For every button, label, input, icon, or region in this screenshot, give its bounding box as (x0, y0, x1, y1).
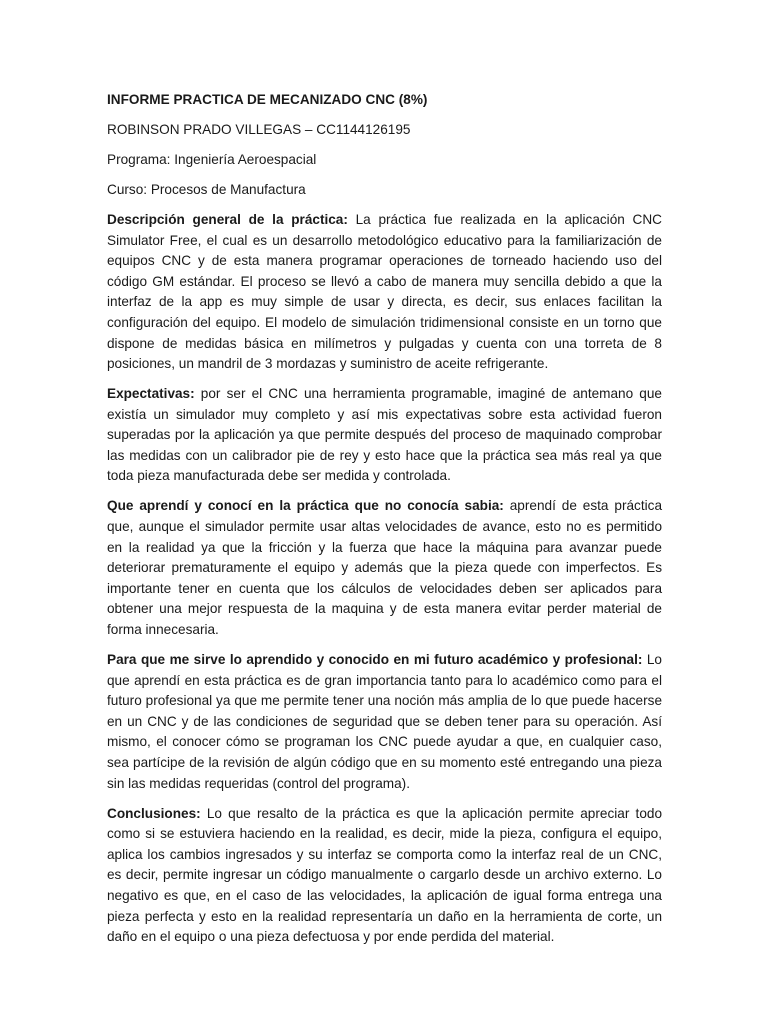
section-conclusions-heading: Conclusiones: (107, 805, 201, 821)
section-conclusions (107, 804, 662, 948)
section-expectations-heading: Expectativas: (107, 386, 195, 402)
document-title: INFORME PRACTICA DE MECANIZADO CNC (8%) (107, 92, 428, 107)
course-line: Curso: Procesos de Manufactura (107, 181, 306, 197)
section-description-heading: Descripción general de la práctica: (107, 211, 348, 227)
section-conclusions-body: Lo que resalto de la práctica es que la aplicación permite apreciar todo como si se estuviera haciendo en la realidad, es decir, mide la pieza, configura el equipo, aplica los cambios ingresados y su interfaz se comporta como la interfaz real de un CNC, es decir, permite ingresar un código manualmente o cargarlo desde un archivo externo. Lo negativo es que, en el caso de las velocidades, la aplicación de igual forma entrega una pieza perfecta y esto en la realidad representaría un daño en la herramienta de corte, un daño en el equipo o una pieza defectuosa y por ende perdida del material. (107, 805, 662, 945)
section-future-use-body: Lo que aprendí en esta práctica es de gran importancia tanto para lo académico como para el futuro profesional ya que me permite tener una noción más amplia de lo que puede hacerse en un CNC y de las condiciones de seguridad que se deben tener para su operación. Así mismo, el conocer cómo se programan los CNC puede ayudar a que, en cualquier caso, sea partícipe de la revisión de algún código que en su momento esté entregando una pieza sin las medidas requeridas (control del programa). (107, 651, 662, 791)
section-description (107, 210, 662, 375)
section-description-body: La práctica fue realizada en la aplicación CNC Simulator Free, el cual es un desarrollo metodológico educativo para la familiarización de equipos CNC y de esta manera programar operaciones de torneado haciendo uso del código GM estándar. El proceso se llevó a cabo de manera muy sencilla debido a que la interfaz de la app es muy simple de usar y directa, es decir, sus enlaces facilitan la configuración del equipo. El modelo de simulación tridimensional consiste en un torno que dispone de medidas básica en milímetros y pulgadas y cuenta con una torreta de 8 posiciones, un mandril de 3 mordazas y suministro de aceite refrigerante. (107, 211, 662, 372)
section-learned-body: aprendí de esta práctica que, aunque el simulador permite usar altas velocidades de avance, esto no es permitido en la realidad ya que la fricción y la fuerza que hace la máquina para avanzar puede deteriorar prematuramente el equipo y además que la pieza quede con imperfectos. Es importante tener en cuenta que los cálculos de velocidades deben ser aplicados para obtener una mejor respuesta de la maquina y de esta manera evitar perder material de forma innecesaria. (107, 498, 663, 637)
section-future-use (107, 650, 662, 794)
section-future-use-heading: Para que me sirve lo aprendido y conocido en mi futuro académico y profesional: (107, 651, 643, 667)
section-learned (107, 496, 662, 640)
document-page (107, 90, 662, 957)
section-expectations (107, 384, 662, 487)
author-line: ROBINSON PRADO VILLEGAS – CC1144126195 (107, 121, 411, 137)
section-expectations-body: por ser el CNC una herramienta programable, imaginé de antemano que existía un simulador muy completo y así mis expectativas sobre esta actividad fueron superadas por la aplicación ya que permite después del proceso de maquinado comprobar las medidas con un calibrador pie de rey y esto hace que la práctica sea más real ya que toda pieza manufacturada debe ser medida y controlada. (107, 386, 662, 484)
section-learned-heading: Que aprendí y conocí en la práctica que no conocía sabia: (107, 498, 504, 514)
program-line: Programa: Ingeniería Aeroespacial (107, 151, 317, 167)
